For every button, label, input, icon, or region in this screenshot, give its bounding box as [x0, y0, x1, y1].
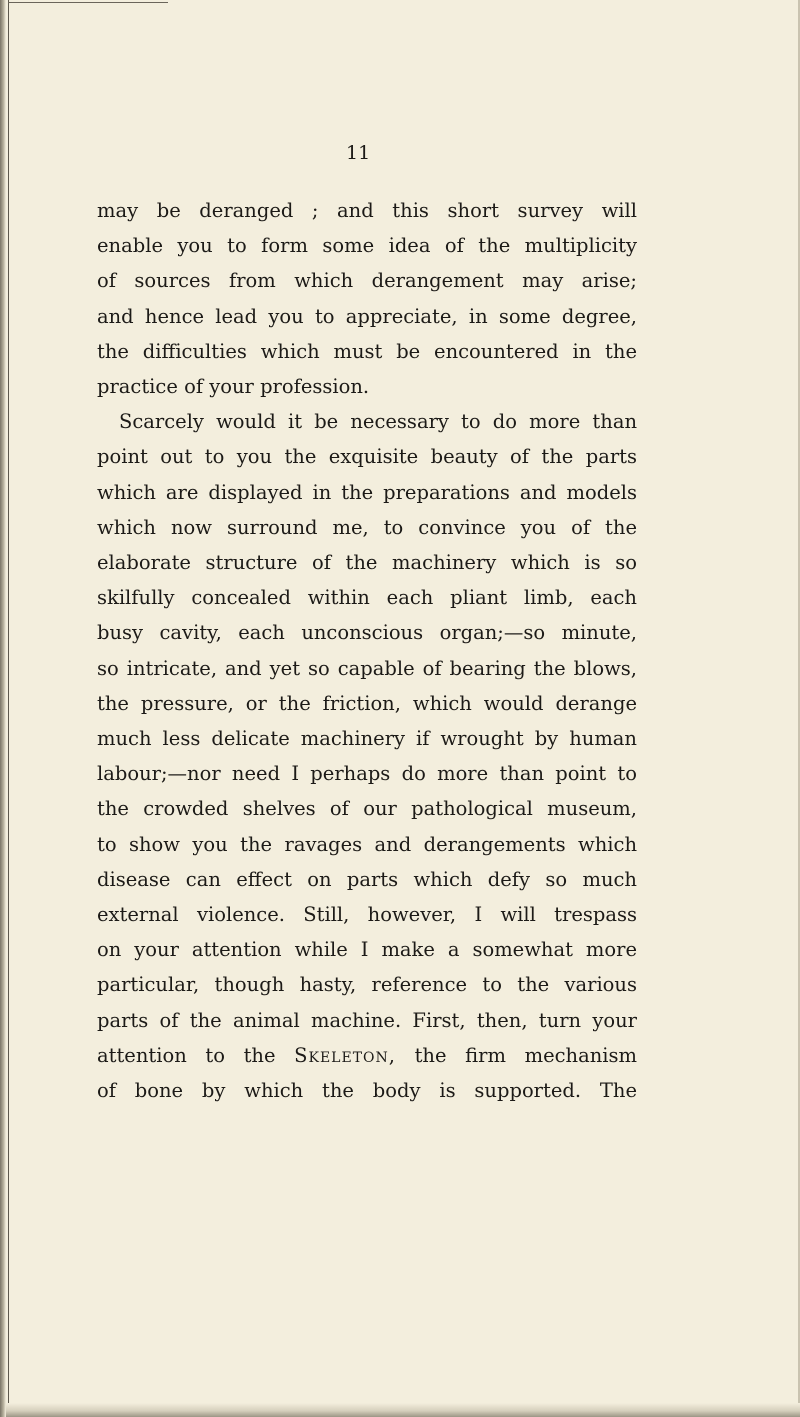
page-edge-line: [8, 0, 9, 1417]
text-line: on your attention while I make a somewhat more: [97, 938, 637, 962]
text-line: so intricate, and yet so capable of bearing the blows,: [97, 656, 637, 680]
text-fragment: the firm mechanism: [414, 1043, 638, 1067]
text-line: the pressure, or the friction, which would derange: [97, 691, 637, 715]
text-line: skilfully concealed within each pliant limb, each: [97, 586, 637, 610]
text-line: and hence lead you to appreciate, in some degree,: [97, 304, 637, 328]
text-fragment: attention to the: [97, 1043, 276, 1067]
text-line: point out to you the exquisite beauty of the parts: [97, 445, 637, 469]
text-line: busy cavity, each unconscious organ;—so minute,: [97, 621, 637, 645]
text-line: elaborate structure of the machinery which is so: [97, 551, 637, 575]
body-text: [97, 193, 637, 1108]
text-line: to show you the ravages and derangements which: [97, 832, 637, 856]
page-number: 11: [346, 142, 371, 164]
text-line: the difficulties which must be encountered in the: [97, 339, 637, 363]
page-binding-shadow: [0, 0, 6, 1417]
text-line: Scarcely would it be necessary to do more than: [119, 410, 637, 434]
text-line: labour;—nor need I perhaps do more than point to: [97, 762, 637, 786]
text-line: of bone by which the body is supported. The: [97, 1079, 637, 1103]
text-line: particular, though hasty, reference to the various: [97, 973, 637, 997]
text-line: much less delicate machinery if wrought by human: [97, 727, 637, 751]
page-bottom-edge: [6, 1403, 800, 1417]
top-rule: [8, 2, 168, 3]
text-line: enable you to form some idea of the multiplicity: [97, 234, 637, 258]
text-line: disease can effect on parts which defy so much: [97, 867, 637, 891]
text-line: the crowded shelves of our pathological museum,: [97, 797, 637, 821]
text-line: which now surround me, to convince you of the: [97, 515, 637, 539]
text-line: practice of your profession.: [97, 375, 370, 399]
text-line: external violence. Still, however, I will trespass: [97, 903, 637, 927]
text-line: may be deranged ; and this short survey will: [97, 199, 637, 222]
text-line: which are displayed in the preparations and models: [97, 480, 637, 504]
skeleton-term: Skeleton,: [294, 1043, 396, 1067]
text-line: of sources from which derangement may arise;: [97, 269, 637, 293]
text-line-skeleton: [97, 1038, 637, 1073]
text-line: parts of the animal machine. First, then, turn your: [97, 1008, 637, 1032]
